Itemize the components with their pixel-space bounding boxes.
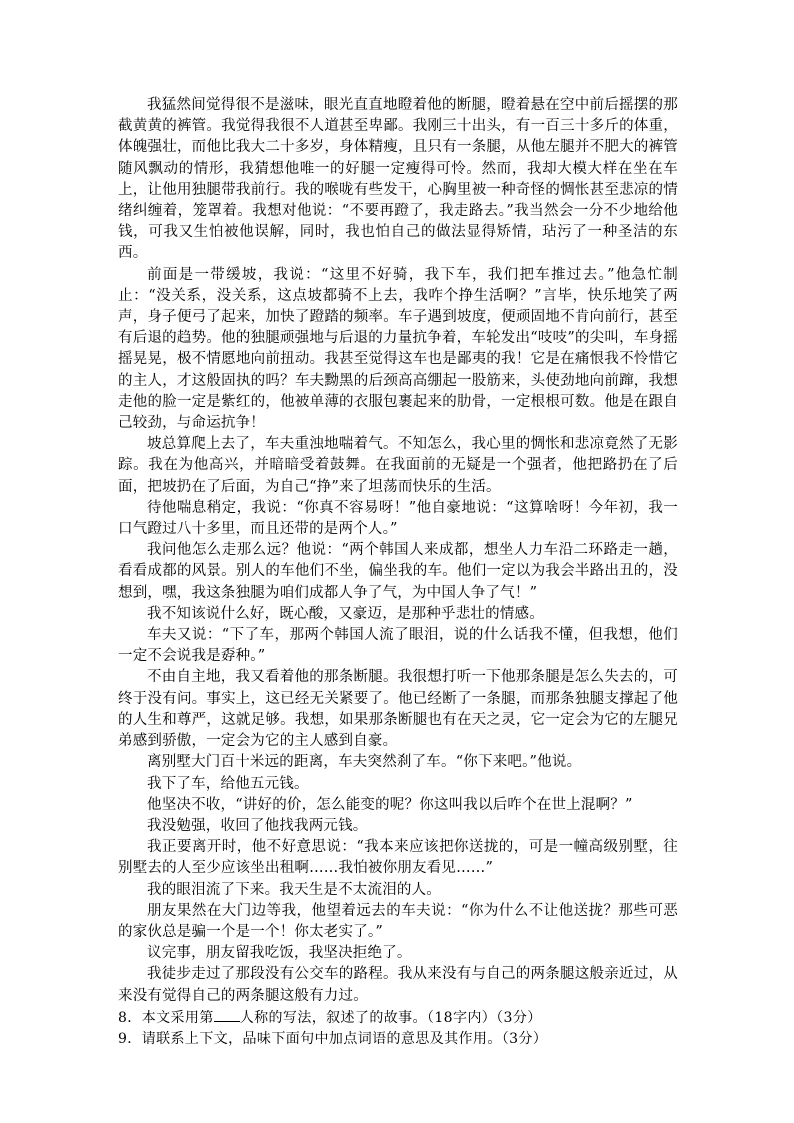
paragraph-8: 不由自主地，我又看着他的那条断腿。我很想打听一下他那条腿是怎么失去的，可终于没有问。事实上，这已经无关紧要了。他已经断了一条腿，而那条独腿支撑起了他的人生和尊严，这就足够。我想，如果那条断腿也有在天之灵，它一定会为它的左腿兄弟感到骄傲，一定会为它的主人感到自豪。 <box>118 669 678 750</box>
question-8-text-before: 本文采用第 <box>141 1009 214 1026</box>
paragraph-11: 他坚决不收，“讲好的价，怎么能变的呢？你这叫我以后咋个在世上混啊？” <box>147 796 633 813</box>
paragraph-1: 我猛然间觉得很不是滋味，眼光直直地瞪着他的断腿，瞪着悬在空中前后摇摆的那截黄黄的裤管。我觉得我很不人道甚至卑鄙。我刚三十出头，有一百三十多斤的体重，体魄强壮，而他比我大二十多岁，身体精瘦，且只有一条腿，从他左腿并不肥大的裤管随风飘动的情形，我猜想他唯一的好腿一定瘦得可怜。然而，我却大模大样在坐在车上，让他用独腿带我前行。我的喉咙有些发干，心胸里被一种奇怪的惆怅甚至悲凉的情绪纠缠着，笼罩着。我想对他说：“不要再蹬了，我走路去。”我当然会一分不少地给他钱，可我又生怕被他误解，同时，我也怕自己的做法显得矫情，玷污了一种圣洁的东西。 <box>118 97 678 262</box>
document-page <box>118 95 678 1050</box>
paragraph-12: 我没勉强，收回了他找我两元钱。 <box>147 817 368 834</box>
paragraph-7: 车夫又说：“下了车，那两个韩国人流了眼泪，说的什么话我不懂，但我想，他们一定不会说我是孬种。” <box>118 627 678 665</box>
question-9 <box>118 1029 678 1050</box>
question-9-text: 请联系上下文，品味下面句中加点词语的意思及其作用。（3分） <box>141 1030 548 1047</box>
paragraph-2: 前面是一带缓坡，我说：“这里不好骑，我下车，我们把车推过去。”他急忙制止：“没关系，没关系，这点坡都骑不上去，我咋个挣生活啊？”言毕，快乐地笑了两声，身子便弓了起来，加快了蹬踏的频率。车子遇到坡度，便顽固地不肯向前行，甚至有后退的趋势。他的独腿顽强地与后退的力量抗争着，车轮发出“吱吱”的尖叫，车身摇摇晃晃，极不情愿地向前扭动。我甚至觉得这车也是鄙夷的我！它是在痛恨我不怜惜它的主人，才这般固执的吗？车夫黝黑的后颈高高绷起一股筋来，头使劲地向前蹿，我想走他的脸一定是紫红的，他被单薄的衣服包裹起来的肋骨，一定根根可数。他是在跟自己较劲，与命运抗争！ <box>118 266 678 432</box>
paragraph-4: 待他喘息稍定，我说：“你真不容易呀！”他自豪地说：“这算啥呀！今年初，我一口气蹬过八十多里，而且还带的是两个人。” <box>118 499 678 538</box>
paragraph-3: 坡总算爬上去了，车夫重浊地喘着气。不知怎么，我心里的惆怅和悲凉竟然了无影踪。我在为他高兴，并暗暗受着鼓舞。在我面前的无疑是一个强者，他把路扔在了后面，把坡扔在了后面，为自己“挣”来了坦荡而快乐的生活。 <box>118 436 678 495</box>
question-8-blank-1[interactable] <box>214 1007 240 1022</box>
question-9-number: 9． <box>118 1030 142 1047</box>
paragraph-14: 我的眼泪流了下来。我天生是不太流泪的人。 <box>147 881 441 898</box>
paragraph-6: 我不知该说什么好，既心酸，又豪迈，是那种乎悲壮的情感。 <box>147 605 544 622</box>
paragraph-16: 议完事，朋友留我吃饭，我坚决拒绝了。 <box>147 945 412 962</box>
paragraph-5: 我问他怎么走那么远？他说：“两个韩国人来成都，想坐人力车沿二环路走一趟，看看成都的风景。别人的车他们不坐，偏坐我的车。他们一定以为我会半路出丑的，没想到，嘿，我这条独腿为咱们成都人争了气，为中国人争了气！” <box>118 542 678 601</box>
question-8-text-end: 的故事。（18字内）（3分） <box>369 1009 542 1026</box>
paragraph-9: 离别墅大门百十米远的距离，车夫突然刹了车。“你下来吧。”他说。 <box>147 754 582 771</box>
paragraph-10: 我下了车，给他五元钱。 <box>147 775 309 792</box>
paragraph-15: 朋友果然在大门边等我，他望着远去的车夫说：“你为什么不让他送拢？那些可恶的家伙总是骗一个是一个！你太老实了。” <box>118 902 678 940</box>
question-8 <box>118 1007 678 1029</box>
paragraph-17: 我徒步走过了那段没有公交车的路程。我从来没有与自己的两条腿这般亲近过，从来没有觉得自己的两条腿这般有力过。 <box>118 966 678 1004</box>
question-8-text-after: 人称的写法，叙述了 <box>239 1009 370 1026</box>
paragraph-13: 我正要离开时，他不好意思说：“我本来应该把你送拢的，可是一幢高级别墅，往别墅去的人至少应该坐出租啊……我怕被你朋友看见……” <box>118 839 678 877</box>
question-8-number: 8． <box>118 1009 142 1026</box>
